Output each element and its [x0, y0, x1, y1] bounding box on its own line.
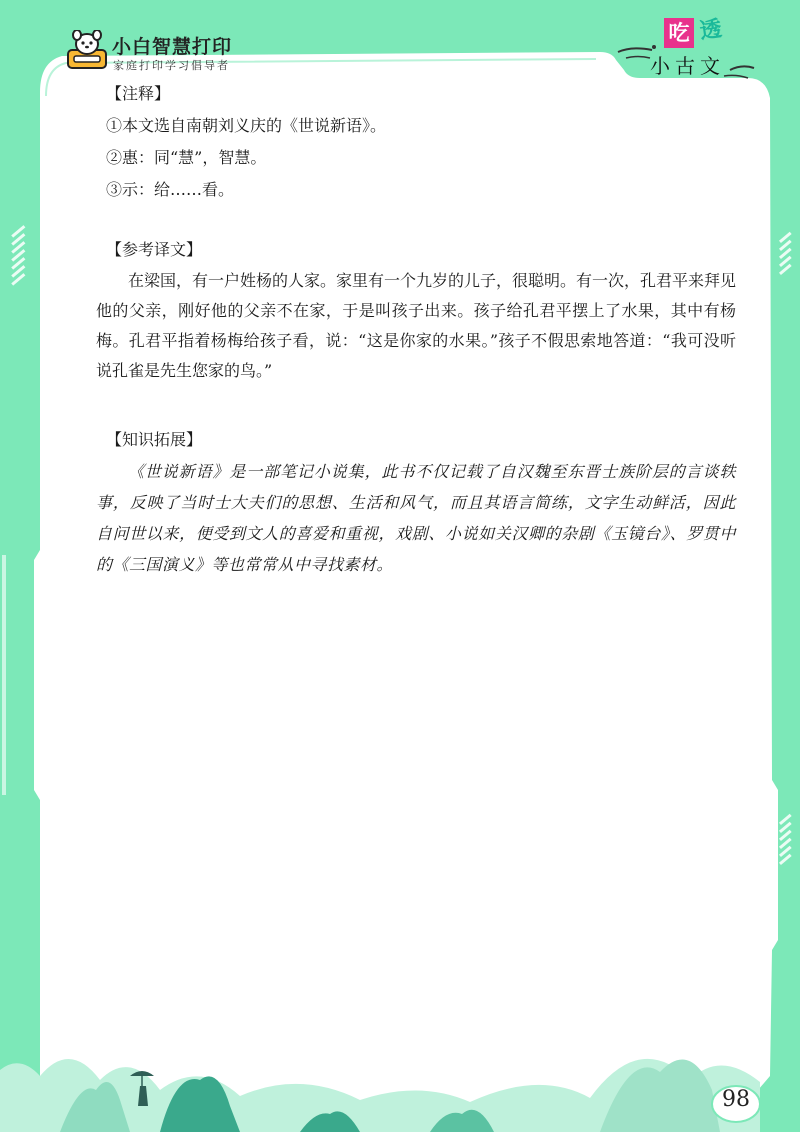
notes-section [96, 78, 736, 206]
note-item: ③示：给……看。 [106, 180, 235, 199]
mountain-landscape [0, 1010, 800, 1132]
extension-heading: 【知识拓展】 [106, 430, 203, 449]
note-item: ①本文选自南朝刘义庆的《世说新语》。 [106, 116, 387, 135]
brand-slogan: 家庭打印学习倡导者 [113, 59, 230, 72]
series-title [612, 12, 762, 87]
translation-heading: 【参考译文】 [106, 240, 203, 259]
document-body [96, 78, 736, 580]
page-number: 98 [722, 1087, 750, 1112]
printer-mascot-icon [66, 30, 108, 72]
note-item: ②惠：同“慧”，智慧。 [106, 148, 267, 167]
series-char-1: 吃 [664, 18, 694, 48]
translation-section [96, 234, 736, 386]
translation-text: 在梁国，有一户姓杨的人家。家里有一个九岁的儿子，很聪明。有一次，孔君平来拜见他的父亲，刚好他的父亲不在家，于是叫孩子出来。孩子给孔君平摆上了水果，其中有杨梅。孔君平指着杨梅给孩子看，说：“这是你家的水果。”孩子不假思索地答道：“我可没听说孔雀是先生您家的鸟。” [96, 271, 737, 380]
extension-text: 《世说新语》是一部笔记小说集，此书不仅记载了自汉魏至东晋士族阶层的言谈轶事，反映了当时士大夫们的思想、生活和风气，而且其语言简练，文字生动鲜活，因此自问世以来，便受到文人的喜爱和重视，戏剧、小说如关汉卿的杂剧《玉镜台》、罗贯中的《三国演义》等也常常从中寻找素材。 [96, 462, 736, 574]
series-char-2: 透 [698, 16, 724, 45]
brand-name: 小白智慧打印 [112, 36, 233, 58]
notes-heading: 【注释】 [106, 84, 171, 103]
brand [66, 30, 236, 76]
series-subtitle: 小古文 [650, 54, 725, 78]
extension-section [96, 424, 736, 580]
